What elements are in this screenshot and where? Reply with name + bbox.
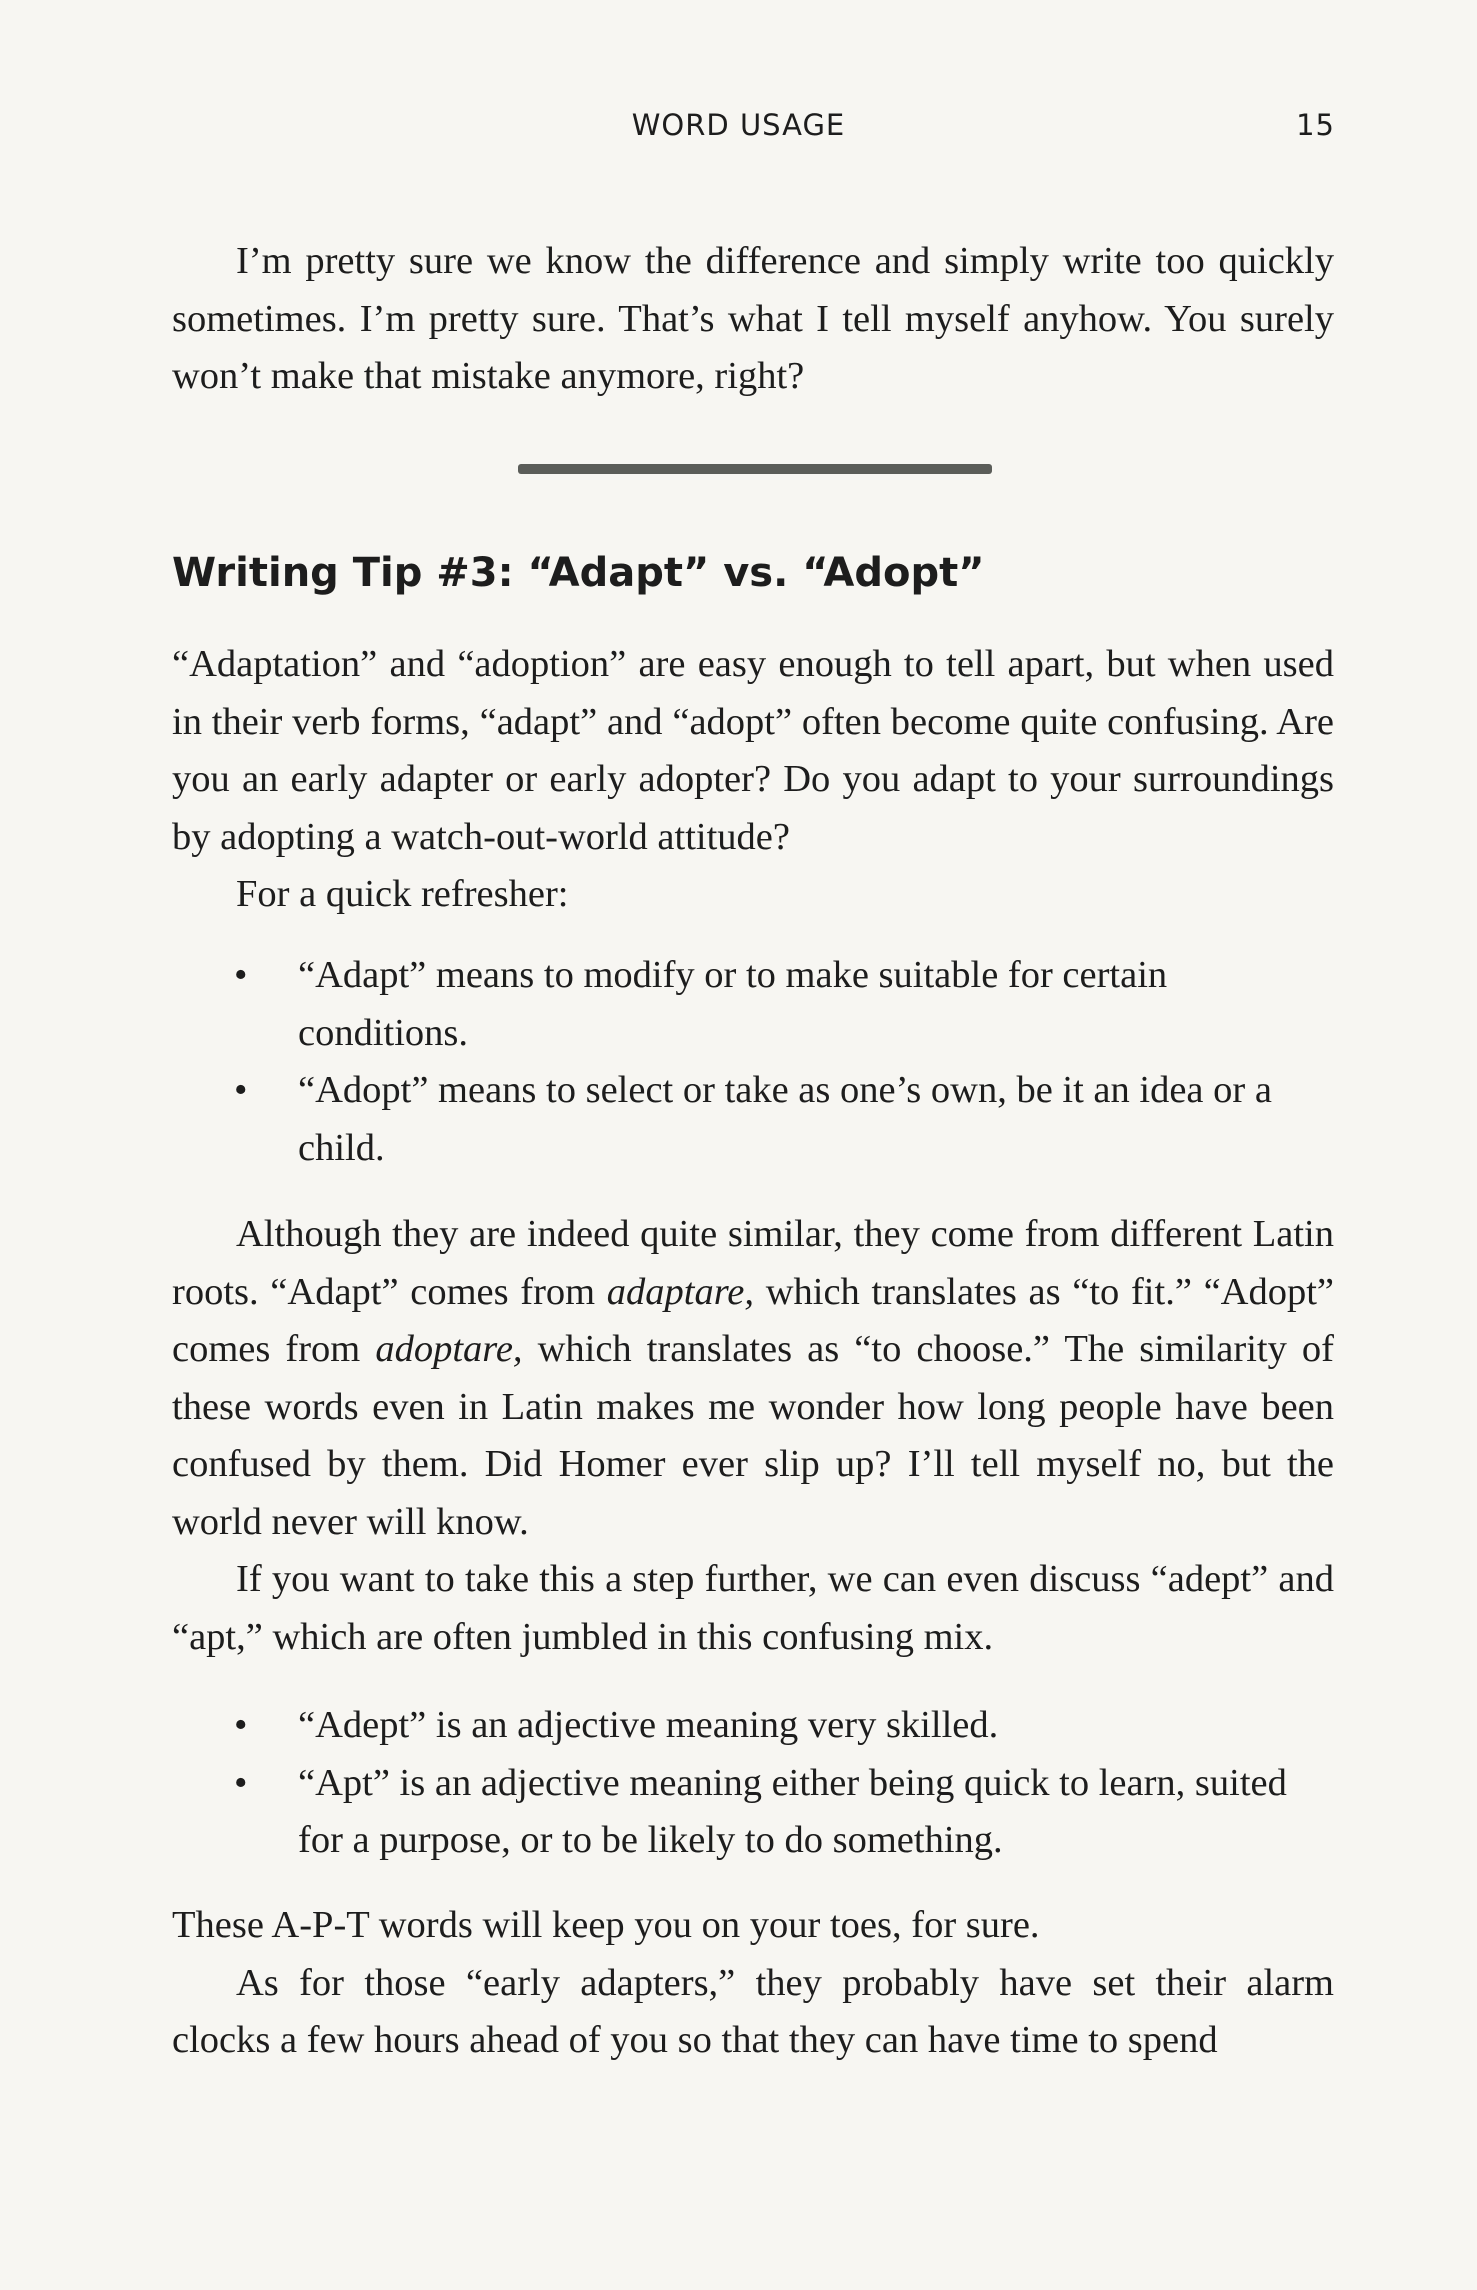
definition-list	[234, 947, 1334, 1177]
list-item	[234, 1697, 1334, 1755]
bullet-icon: •	[234, 1069, 248, 1111]
list-item-text: “Apt” is an adjective meaning either being quick to learn, suited for a purpose, or to be likely to do something.	[298, 1761, 1287, 1861]
bullet-icon: •	[234, 1761, 248, 1804]
intro-block	[172, 233, 1334, 406]
list-item	[234, 1755, 1334, 1870]
paragraph-adept-apt: If you want to take this a step further, we can even discuss “adept” and “apt,” which are often jumbled in this confusing mix.	[172, 1558, 1334, 1658]
section-body-block	[172, 1206, 1334, 1666]
list-item-text: “Adopt” means to select or take as one’s own, be it an idea or a child.	[298, 1069, 1272, 1169]
adjective-list	[234, 1697, 1334, 1870]
page-number: 15	[1296, 108, 1335, 142]
paragraph-adaptation: “Adaptation” and “adoption” are easy enough to tell apart, but when used in their verb forms, “adapt” and “adopt” often become quite confusing. Are you an early adapter or early adopter? Do you adapt to your surroundings by adopting a watch-out-world attitude?	[172, 643, 1334, 858]
section-heading: Writing Tip #3: “Adapt” vs. “Adopt”	[172, 550, 985, 596]
list-item-text: “Adapt” means to modify or to make suitable for certain conditions.	[298, 954, 1168, 1054]
latin-term-adoptare: adoptare,	[375, 1328, 523, 1370]
paragraph-text: which translates as “to choose.” The similarity of these words even in Latin makes me wonder how long people have been confused by them. Did Homer ever slip up? I’ll tell myself no, but the world never will know.	[172, 1328, 1334, 1543]
chapter-title: WORD USAGE	[631, 108, 846, 142]
intro-paragraph: I’m pretty sure we know the difference and simply write too quickly sometimes. I’m pretty sure. That’s what I tell myself anyhow. You surely won’t make that mistake anymore, right?	[172, 240, 1334, 397]
list-item-text: “Adept” is an adjective meaning very skilled.	[298, 1704, 999, 1746]
section-divider	[518, 464, 992, 474]
paragraph-text: Although they are indeed quite similar, they come from different Latin roots. “Adapt” comes from	[172, 1213, 1334, 1313]
paragraph-refresher: For a quick refresher:	[236, 873, 569, 915]
paragraph-early-adapters: As for those “early adapters,” they probably have set their alarm clocks a few hours ahead of you so that they can have time to spend	[172, 1961, 1334, 2061]
list-item	[234, 947, 1334, 1062]
paragraph-latin-roots	[172, 1206, 1334, 1551]
list-item	[234, 1062, 1334, 1177]
bullet-icon: •	[234, 954, 248, 996]
closing-block	[172, 1897, 1334, 2070]
section-intro-block	[172, 636, 1334, 924]
bullet-icon: •	[234, 1704, 248, 1746]
paragraph-apt-words: These A-P-T words will keep you on your toes, for sure.	[172, 1904, 1040, 1946]
latin-term-adaptare: adaptare,	[606, 1270, 755, 1313]
paragraph-text: which translates as “to fit.” “Adopt” comes from	[172, 1270, 1335, 1370]
running-head	[0, 108, 1477, 148]
